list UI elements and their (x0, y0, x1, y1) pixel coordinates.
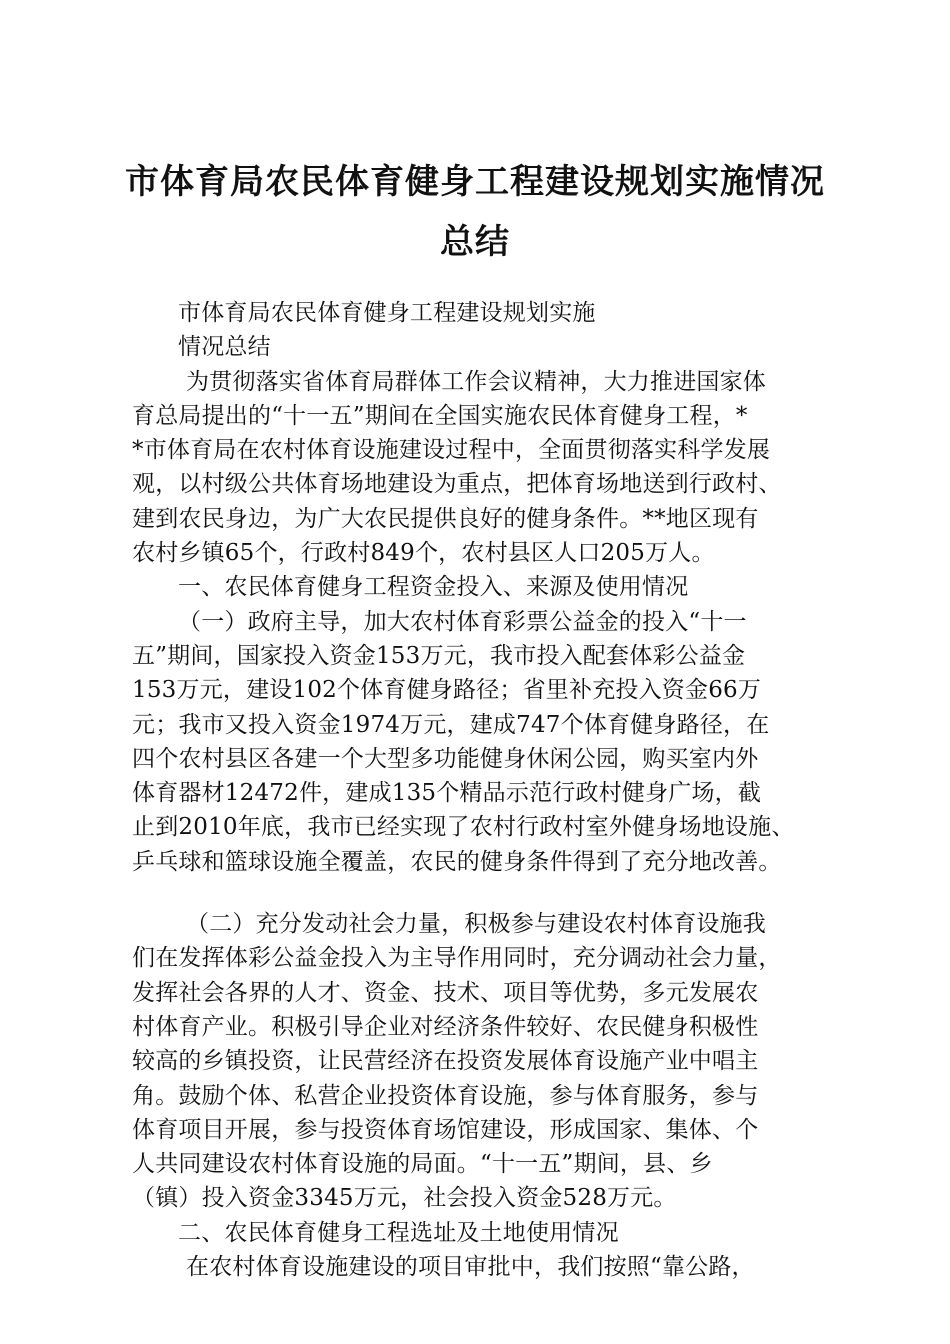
paragraph-line: 建到农民身边，为广大农民提供良好的健身条件。**地区现有 (132, 505, 759, 532)
subtitle-line: 市体育局农民体育健身工程建设规划实施 (178, 300, 596, 326)
section-heading: 一、农民体育健身工程资金投入、来源及使用情况 (178, 574, 689, 601)
paragraph-line: 五”期间，国家投入资金153万元，我市投入配套体彩公益金 (132, 642, 746, 669)
paragraph-gap (132, 879, 832, 907)
paragraph-line: （二）充分发动社会力量，积极参与建设农村体育设施我 (186, 911, 766, 938)
paragraph-line: 乒乓球和篮球设施全覆盖，农民的健身条件得到了充分地改善。 (132, 848, 782, 875)
document-body (132, 296, 832, 1284)
paragraph-line: （镇）投入资金3345万元，社会投入资金528万元。 (132, 1185, 677, 1212)
paragraph-line: *市体育局在农村体育设施建设过程中，全面贯彻落实科学发展 (132, 437, 771, 464)
paragraph-line: 四个农村县区各建一个大型多功能健身休闲公园，购买室内外 (132, 745, 759, 772)
paragraph-line: 元；我市又投入资金1974万元，建成747个体育健身路径，在 (132, 711, 770, 738)
paragraph-line: 为贯彻落实省体育局群体工作会议精神，大力推进国家体 (186, 368, 766, 395)
paragraph-line: 发挥社会各界的人才、资金、技术、项目等优势，多元发展农 (132, 979, 759, 1006)
document-title-line-1: 市体育局农民体育健身工程建设规划实施情况 (125, 162, 825, 202)
paragraph-line: 153万元，建设102个体育健身路径；省里补充投入资金66万 (132, 677, 762, 704)
paragraph-line: 较高的乡镇投资，让民营经济在投资发展体育设施产业中唱主 (132, 1048, 759, 1075)
document-title-line-2: 总结 (440, 222, 510, 262)
paragraph-line: 农村乡镇65个，行政村849个，农村县区人口205万人。 (132, 540, 715, 567)
paragraph-line: （一）政府主导，加大农村体育彩票公益金的投入“十一 (178, 608, 747, 635)
paragraph-line: 在农村体育设施建设的项目审批中，我们按照“靠公路， (186, 1254, 755, 1281)
paragraph-line: 体育项目开展，参与投资体育场馆建设，形成国家、集体、个 (132, 1116, 759, 1143)
paragraph-line: 体育器材12472件，建成135个精品示范行政村健身广场，截 (132, 780, 762, 807)
paragraph-line: 止到2010年底，我市已经实现了农村行政村室外健身场地设施、 (132, 814, 795, 841)
subtitle-line: 情况总结 (178, 334, 271, 361)
section-heading: 二、农民体育健身工程选址及土地使用情况 (178, 1219, 619, 1246)
paragraph-line: 村体育产业。积极引导企业对经济条件较好、农民健身积极性 (132, 1013, 759, 1040)
paragraph-line: 人共同建设农村体育设施的局面。“十一五”期间，县、乡 (132, 1151, 713, 1178)
paragraph-line: 育总局提出的“十一五”期间在全国实施农民体育健身工程，* (132, 402, 748, 429)
paragraph-line: 们在发挥体彩公益金投入为主导作用同时，充分调动社会力量， (132, 945, 782, 972)
paragraph-line: 角。鼓励个体、私营企业投资体育设施，参与体育服务，参与 (132, 1082, 759, 1109)
paragraph-line: 观，以村级公共体育场地建设为重点，把体育场地送到行政村、 (132, 471, 782, 498)
